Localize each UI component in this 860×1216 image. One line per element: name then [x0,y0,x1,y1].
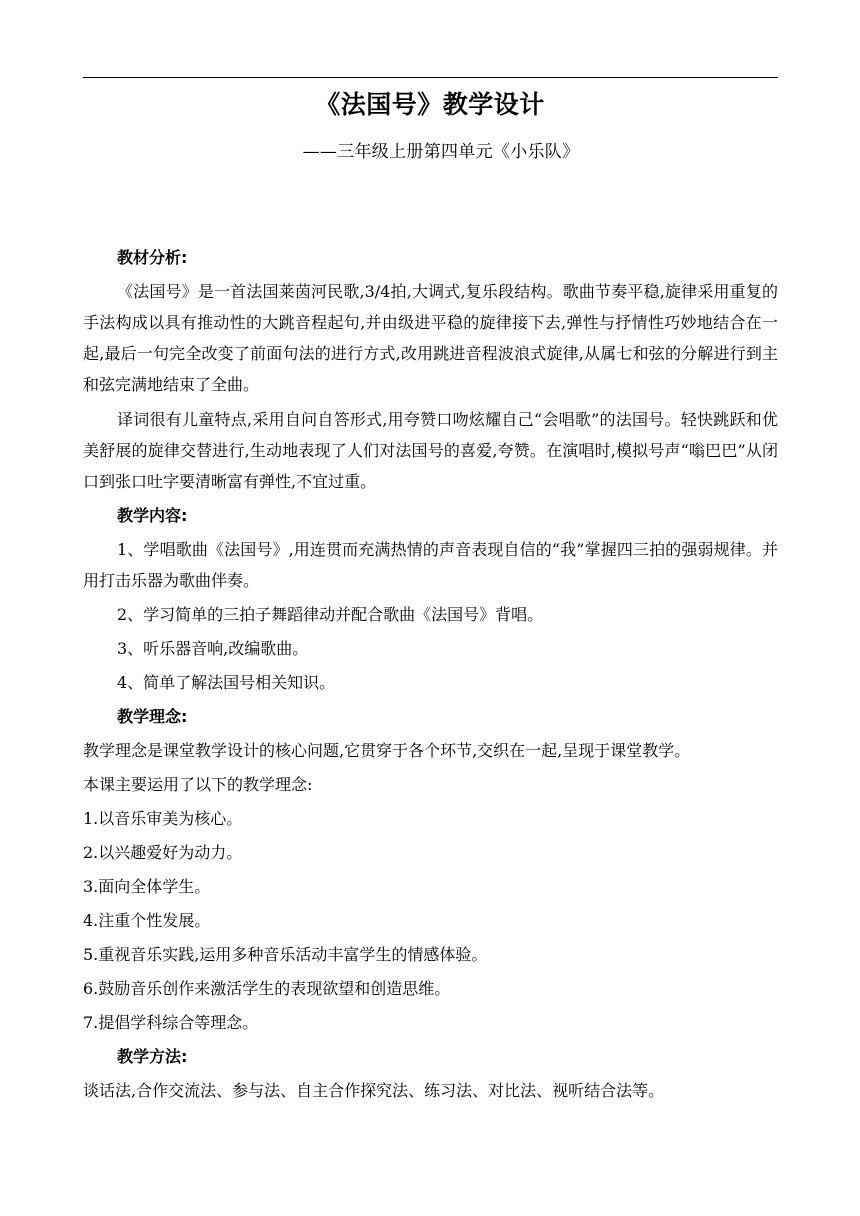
content-item: 2、学习简单的三拍子舞蹈律动并配合歌曲《法国号》背唱。 [117,605,544,624]
philosophy-intro: 教学理念是课堂教学设计的核心问题,它贯穿于各个环节,交织在一起,呈现于课堂教学。 [83,741,691,760]
section-heading-content: 教学内容: [117,506,188,525]
content-item: 1、学唱歌曲《法国号》,用连贯而充满热情的声音表现自信的“我”掌握四三拍的强弱规律。并用打击乐器为歌曲伴奏。 [83,540,778,590]
philosophy-item: 1.以音乐审美为核心。 [83,809,243,828]
philosophy-intro: 本课主要运用了以下的教学理念: [83,775,313,794]
document-body [83,242,778,1106]
content-item: 3、听乐器音响,改编歌曲。 [117,639,309,658]
document-subtitle: ——三年级上册第四单元《小乐队》 [302,142,580,162]
section-heading-methods: 教学方法: [117,1047,188,1066]
analysis-paragraph: 《法国号》是一首法国莱茵河民歌,3/4拍,大调式,复乐段结构。歌曲节奏平稳,旋律采用重复的手法构成以具有推动性的大跳音程起句,并由级进平稳的旋律接下去,弹性与抒情性巧妙地结合在一起,最后一句完全改变了前面句法的进行方式,改用跳进音程波浪式旋律,从属七和弦的分解进行到主和弦完满地结束了全曲。 [83,282,778,394]
methods-text: 谈话法,合作交流法、参与法、自主合作探究法、练习法、对比法、视听结合法等。 [83,1081,665,1100]
philosophy-item: 2.以兴趣爱好为动力。 [83,843,243,862]
philosophy-item: 3.面向全体学生。 [83,877,211,896]
header-rule [83,77,778,78]
philosophy-item: 5.重视音乐实践,运用多种音乐活动丰富学生的情感体验。 [83,945,488,964]
section-heading-philosophy: 教学理念: [117,707,188,726]
philosophy-item: 6.鼓励音乐创作来激活学生的表现欲望和创造思维。 [83,979,451,998]
philosophy-item: 7.提倡学科综合等理念。 [83,1013,259,1032]
document-title: 《法国号》教学设计 [315,90,545,119]
philosophy-item: 4.注重个性发展。 [83,911,211,930]
content-item: 4、简单了解法国号相关知识。 [117,673,336,692]
analysis-paragraph: 译词很有儿童特点,采用自问自答形式,用夸赞口吻炫耀自己“会唱歌”的法国号。轻快跳跃和优美舒展的旋律交替进行,生动地表现了人们对法国号的喜爱,夸赞。在演唱时,模拟号声“嗡巴巴”从闭口到张口吐字要清晰富有弹性,不宜过重。 [83,410,778,491]
section-heading-analysis: 教材分析: [117,248,188,267]
